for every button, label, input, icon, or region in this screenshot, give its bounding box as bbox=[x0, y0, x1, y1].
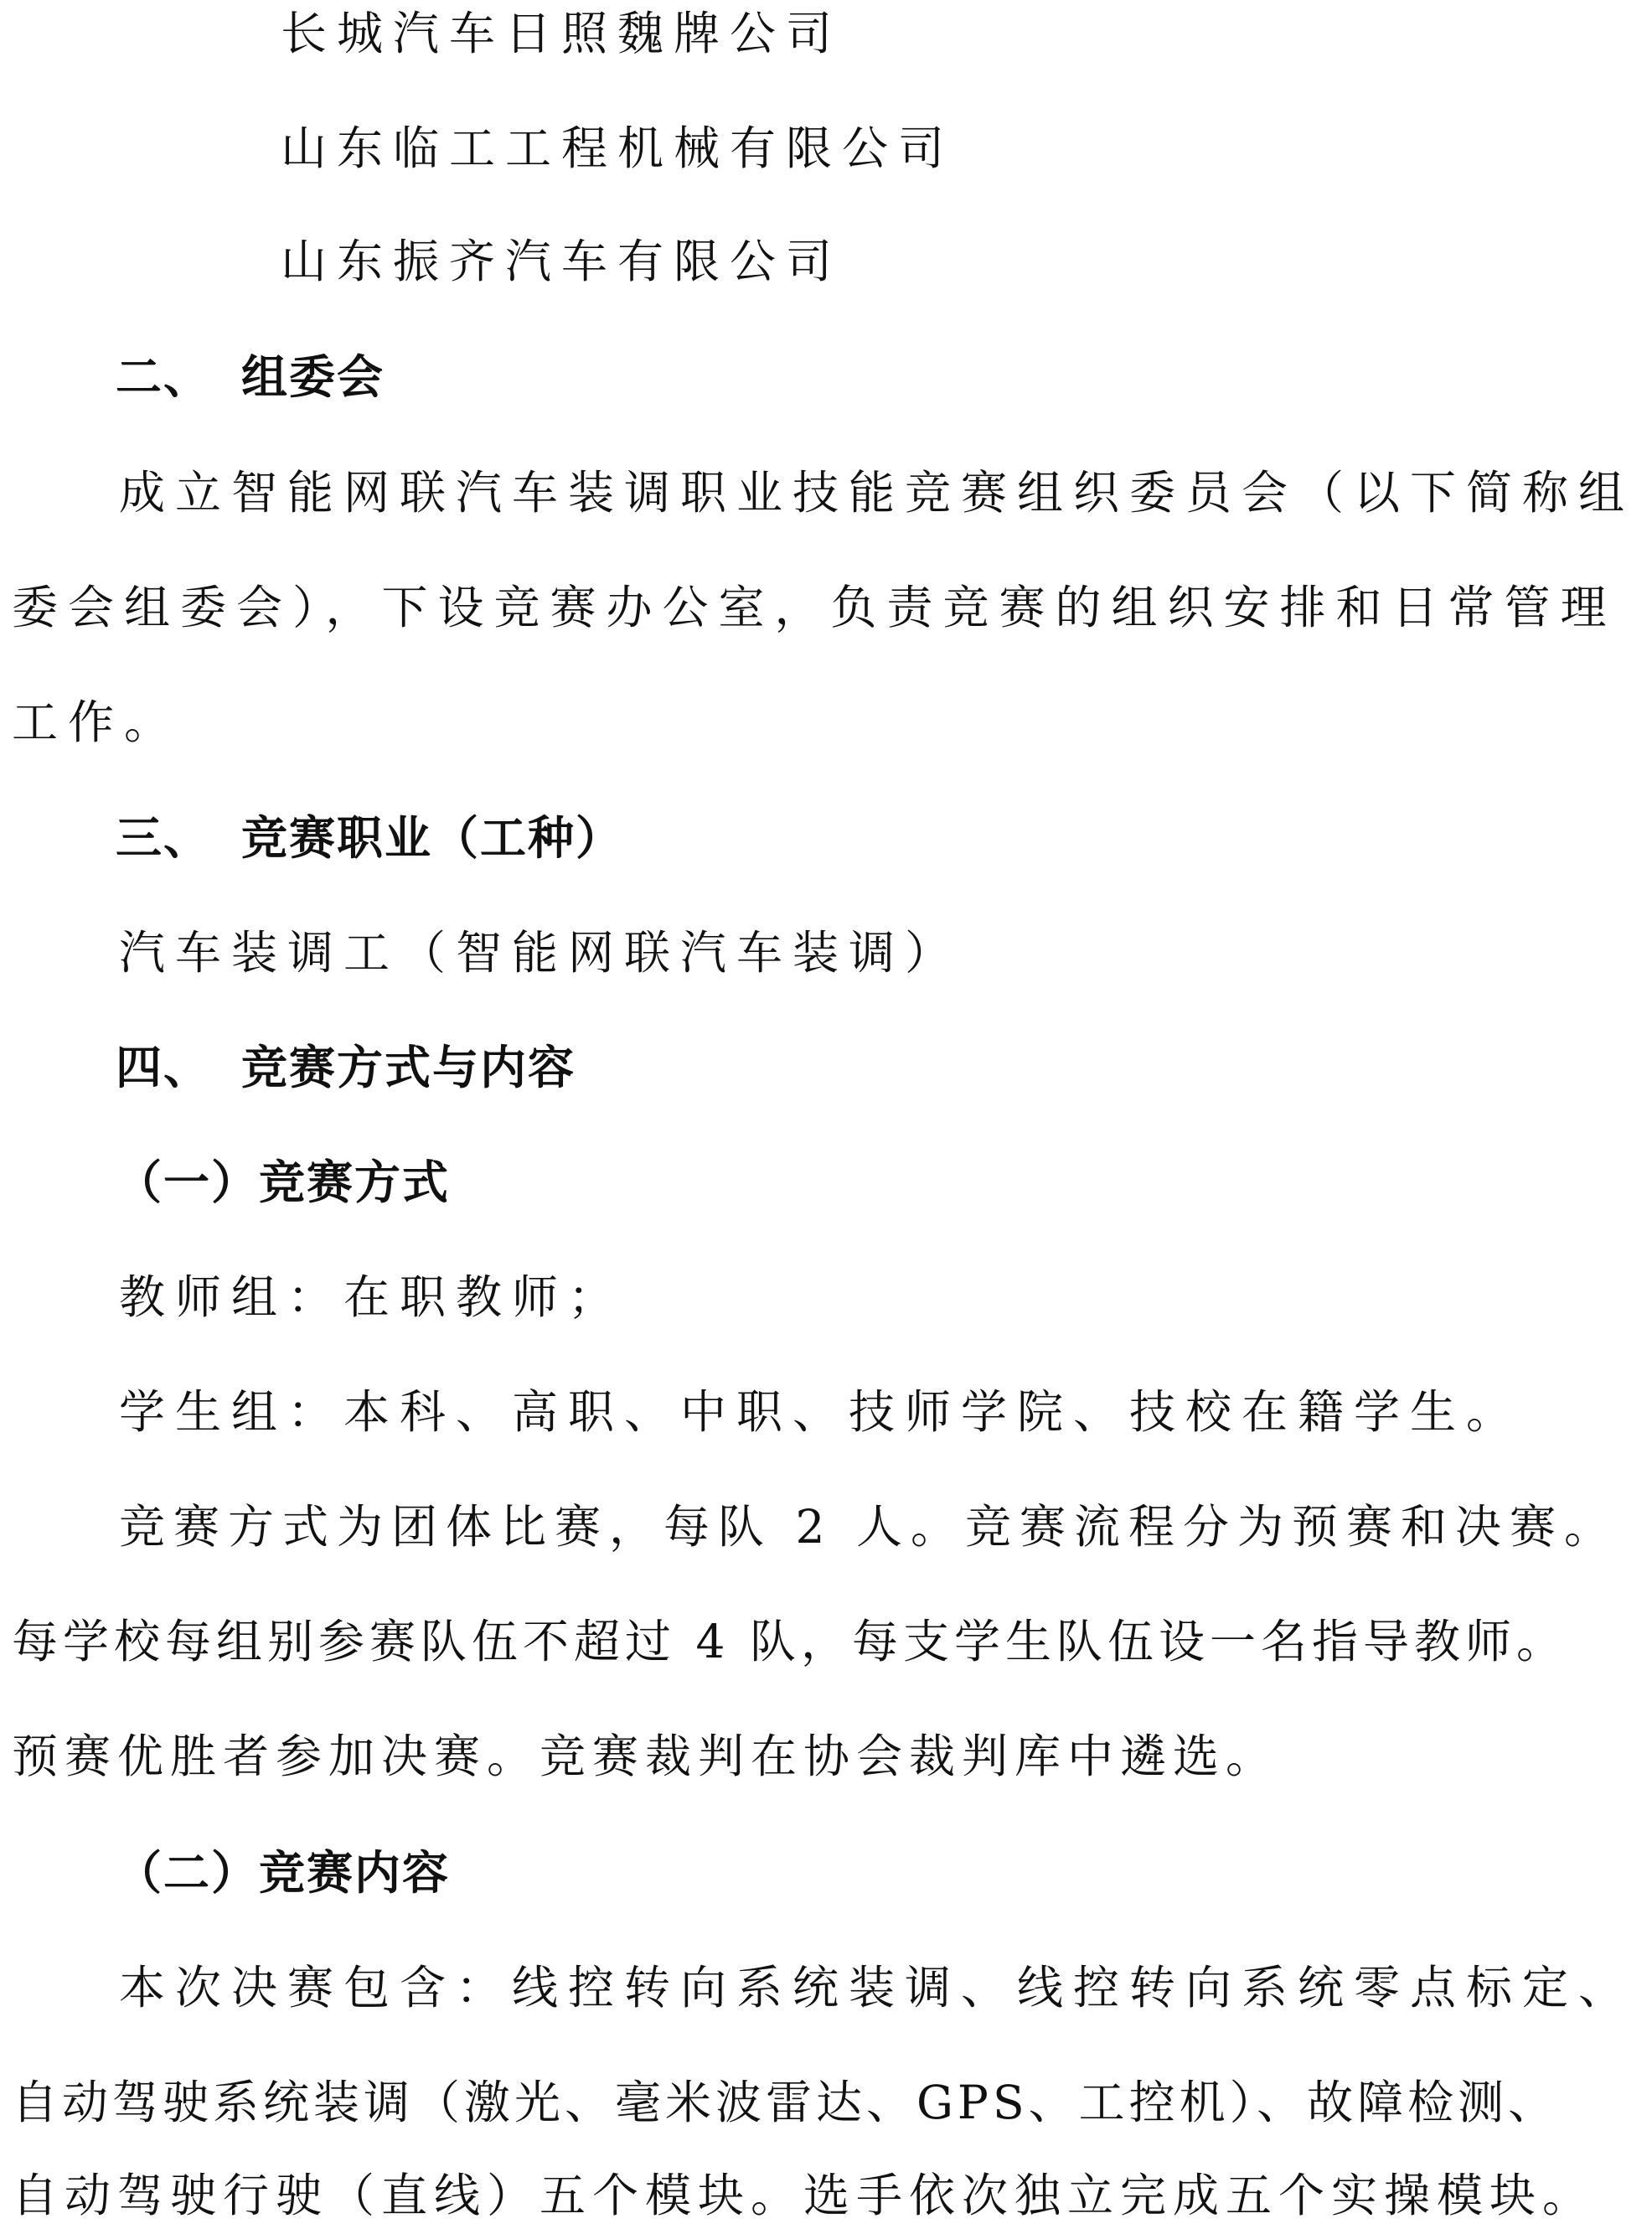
section-2-line-3: 工作。 bbox=[12, 696, 181, 749]
section-3-number: 三、 bbox=[116, 811, 212, 865]
section-3-title: 竞赛职业（工种） bbox=[241, 811, 624, 865]
company-line-1: 长城汽车日照魏牌公司 bbox=[281, 7, 843, 60]
section-2-line-2: 委会组委会），下设竞赛办公室，负责竞赛的组织安排和日常管理 bbox=[12, 581, 1617, 634]
section-4-number: 四、 bbox=[116, 1041, 212, 1094]
section-3-text: 汽车装调工（智能网联汽车装调） bbox=[119, 926, 962, 980]
section-2-line-1: 成立智能网联汽车装调职业技能竞赛组织委员会（以下简称组 bbox=[119, 466, 1635, 520]
section-4-heading bbox=[116, 1034, 576, 1101]
subsection-1-line-5: 预赛优胜者参加决赛。竞赛裁判在协会裁判库中遴选。 bbox=[12, 1730, 1279, 1783]
section-3-heading bbox=[116, 804, 623, 871]
section-2-heading bbox=[116, 344, 385, 411]
subsection-1-title: （一）竞赛方式 bbox=[116, 1156, 451, 1209]
company-line-3: 山东振齐汽车有限公司 bbox=[281, 235, 843, 288]
subsection-2-line-3: 自动驾驶行驶（直线）五个模块。选手依次独立完成五个实操模块。 bbox=[12, 2169, 1596, 2222]
subsection-2-line-1: 本次决赛包含：线控转向系统装调、线控转向系统零点标定、 bbox=[119, 1961, 1635, 2014]
subsection-2-line-2: 自动驾驶系统装调（激光、毫米波雷达、GPS、工控机）、故障检测、 bbox=[12, 2076, 1559, 2129]
subsection-2-title: （二）竞赛内容 bbox=[116, 1846, 451, 1900]
section-4-title: 竞赛方式与内容 bbox=[241, 1041, 576, 1094]
section-2-title: 组委会 bbox=[241, 350, 385, 404]
subsection-1-line-3: 竞赛方式为团体比赛，每队 2 人。竞赛流程分为预赛和决赛。 bbox=[119, 1500, 1618, 1554]
subsection-1-line-1: 教师组：在职教师； bbox=[119, 1270, 625, 1324]
company-line-2: 山东临工工程机械有限公司 bbox=[281, 122, 955, 175]
section-2-number: 二、 bbox=[116, 350, 212, 404]
subsection-1-line-2: 学生组：本科、高职、中职、技师学院、技校在籍学生。 bbox=[119, 1385, 1523, 1439]
subsection-1-line-4: 每学校每组别参赛队伍不超过 4 队，每支学生队伍设一名指导教师。 bbox=[12, 1615, 1567, 1668]
